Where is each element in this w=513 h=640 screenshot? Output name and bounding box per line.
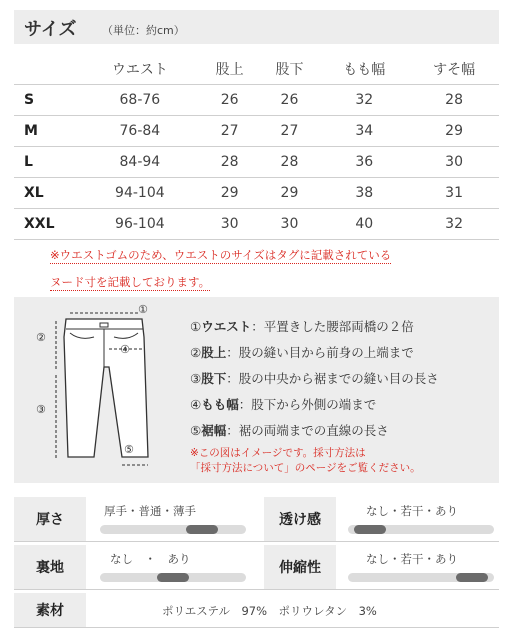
- table-cell: 30: [409, 147, 499, 178]
- attribute-marker: [157, 573, 189, 582]
- column-header: もも幅: [343, 62, 386, 78]
- table-row: [14, 147, 499, 178]
- table-cell: 27: [200, 116, 260, 147]
- table-row: [14, 85, 499, 116]
- attribute-marker: [456, 573, 488, 582]
- attribute-options: なし・若干・あり: [366, 504, 458, 518]
- legend-item: ③股下：股の中央から裾までの縫い目の長さ: [190, 371, 439, 386]
- diagram-remark: 「採寸方法について」のページをご覧ください。: [190, 462, 421, 474]
- note-line: ヌード寸を記載しております。: [50, 275, 211, 289]
- marker-4: ④: [120, 343, 130, 356]
- size-header: [14, 10, 499, 44]
- size-table: [14, 54, 499, 240]
- pants-illustration: [14, 297, 174, 483]
- attribute-options: 厚手・普通・薄手: [104, 504, 196, 518]
- note-line: ※ウエストゴムのため、ウエストのサイズはタグに記載されている: [50, 248, 392, 262]
- table-cell: 28: [260, 147, 320, 178]
- attribute-options: なし ・ あり: [110, 552, 191, 566]
- table-row: [14, 116, 499, 147]
- attribute-label: 透け感: [264, 497, 336, 541]
- measurement-diagram: [14, 297, 499, 483]
- table-cell: 94-104: [80, 178, 200, 209]
- attribute-options: なし・若干・あり: [366, 552, 458, 566]
- unit-label: （単位：約cm）: [102, 24, 185, 37]
- material-row: [14, 593, 499, 628]
- attribute-label: 裏地: [14, 545, 86, 589]
- column-header: すそ幅: [433, 62, 476, 78]
- material-label: 素材: [14, 593, 86, 627]
- table-cell: 32: [319, 85, 409, 116]
- attribute-scale: [348, 573, 494, 582]
- size-title: サイズ: [24, 19, 77, 40]
- table-cell: 28: [409, 85, 499, 116]
- size-label: XXL: [14, 209, 80, 240]
- table-cell: 96-104: [80, 209, 200, 240]
- attribute-row: [14, 497, 499, 542]
- legend-item: ⑤裾幅：裾の両端までの直線の長さ: [190, 423, 389, 438]
- column-header: 股下: [275, 62, 304, 78]
- table-row: [14, 209, 499, 240]
- attribute-scale: [348, 525, 494, 534]
- table-cell: 76-84: [80, 116, 200, 147]
- attribute-marker: [354, 525, 386, 534]
- size-label: M: [14, 116, 80, 147]
- table-cell: 30: [260, 209, 320, 240]
- column-header: 股上: [215, 62, 244, 78]
- size-label: L: [14, 147, 80, 178]
- table-cell: 38: [319, 178, 409, 209]
- table-row: [14, 178, 499, 209]
- marker-5: ⑤: [124, 443, 134, 456]
- table-cell: 26: [260, 85, 320, 116]
- table-cell: 32: [409, 209, 499, 240]
- attribute-label: 厚さ: [14, 497, 86, 541]
- legend-item: ④もも幅：股下から外側の端まで: [190, 397, 377, 412]
- marker-2: ②: [36, 331, 46, 344]
- size-label: XL: [14, 178, 80, 209]
- attribute-label: 伸縮性: [264, 545, 336, 589]
- marker-3: ③: [36, 403, 46, 416]
- material-value: ポリエステル 97% ポリウレタン 3%: [162, 604, 377, 618]
- table-cell: 29: [200, 178, 260, 209]
- table-cell: 68-76: [80, 85, 200, 116]
- diagram-remark: ※この図はイメージです。採寸方法は: [190, 447, 366, 459]
- attribute-row: [14, 545, 499, 590]
- size-label: S: [14, 85, 80, 116]
- table-cell: 36: [319, 147, 409, 178]
- attribute-scale: [100, 573, 246, 582]
- table-cell: 31: [409, 178, 499, 209]
- table-cell: 40: [319, 209, 409, 240]
- legend-item: ②股上：股の縫い目から前身の上端まで: [190, 345, 414, 360]
- table-cell: 30: [200, 209, 260, 240]
- attribute-scale: [100, 525, 246, 534]
- legend-item: ①ウエスト：平置きした腰部両橋の２倍: [190, 319, 414, 334]
- table-cell: 84-94: [80, 147, 200, 178]
- table-cell: 26: [200, 85, 260, 116]
- table-cell: 29: [409, 116, 499, 147]
- table-cell: 27: [260, 116, 320, 147]
- table-cell: 34: [319, 116, 409, 147]
- table-cell: 29: [260, 178, 320, 209]
- marker-1: ①: [138, 303, 148, 316]
- table-cell: 28: [200, 147, 260, 178]
- attribute-marker: [186, 525, 218, 534]
- column-header: ウエスト: [111, 62, 168, 78]
- table-header-row: [14, 54, 499, 85]
